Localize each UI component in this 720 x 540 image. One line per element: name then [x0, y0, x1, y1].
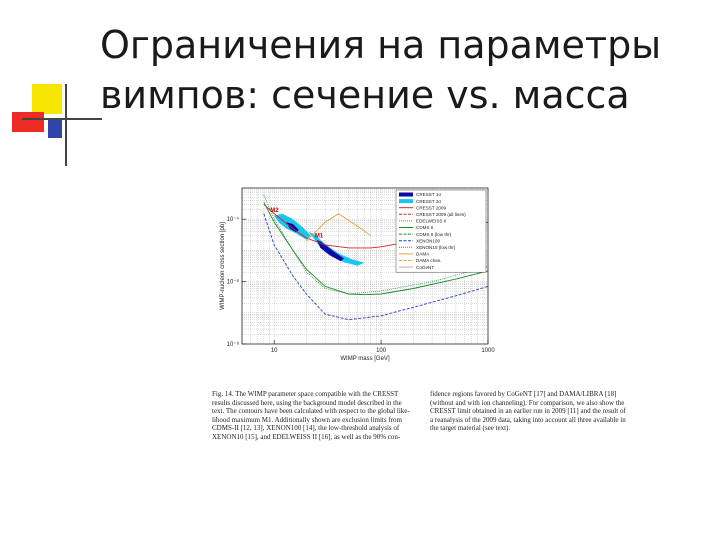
- caption-left-column: Fig. 14. The WIMP parameter space compatible with the CRESST results discussed here, using the background model described in the text. The contours have been calculated with respect to the global like-lihood maximum M1. Additionally shown are exclusion limits from CDMS-II [12, 13], XENON100 [14], the low-threshold analysis of XENON10 [15], and EDELWEISS II [16], as well as the 90% con-: [212, 390, 410, 441]
- slide-title: [100, 20, 700, 120]
- legend-label: EDELWEISS II: [416, 218, 447, 224]
- legend-label: CDMS II (low thr): [416, 231, 452, 237]
- legend-label: CDMS II: [416, 225, 434, 231]
- decor-yellow-square: [32, 84, 62, 114]
- y-tick-label: 10⁻⁴: [226, 217, 239, 224]
- region-label-m2: M2: [270, 208, 279, 215]
- legend-swatch: [399, 193, 413, 197]
- legend-label: CRESST 2009 (all lines): [416, 212, 466, 217]
- legend-label: DAMA: [416, 251, 430, 257]
- legend-label: XENON10 (low thr): [416, 245, 456, 250]
- y-tick-label: 10⁻⁶: [226, 279, 239, 286]
- y-tick-label: 10⁻⁸: [226, 342, 239, 348]
- legend-label: CRESST 2009: [416, 205, 447, 211]
- y-axis-label: WIMP-nucleon cross section [pb]: [220, 222, 226, 310]
- legend-label: CoGeNT: [416, 264, 435, 270]
- legend-label: CRESST 2σ: [416, 198, 442, 204]
- x-axis-label: WIMP mass [GeV]: [340, 356, 390, 362]
- x-tick-label: 1000: [481, 348, 495, 354]
- wimp-exclusion-chart: [200, 178, 500, 388]
- legend-label: XENON100: [416, 238, 441, 244]
- legend-swatch: [399, 199, 413, 203]
- decor-blue-square: [48, 120, 62, 138]
- region-label-m1: M1: [314, 233, 324, 240]
- slide-title-line2: вимпов: сечение vs. масса: [100, 73, 630, 117]
- chart-legend: [396, 190, 486, 272]
- x-tick-label: 10: [270, 348, 278, 354]
- decor-horizontal-line: [22, 118, 102, 120]
- decor-red-square: [12, 112, 44, 132]
- decor-vertical-line: [65, 84, 67, 166]
- legend-label: DAMA chan.: [416, 258, 442, 264]
- legend-label: CRESST 1σ: [416, 192, 442, 198]
- caption-right-column: fidence regions favored by CoGeNT [17] and DAMA/LIBRA [18] (without and with ion channeling). For comparison, we also show the CRESST limit obtained in an earlier run in 2009 [11] and the result of a reanalysis of the 2009 data, taking into account all three available in the target material (see text).: [430, 390, 626, 432]
- x-tick-label: 100: [376, 348, 387, 354]
- slide-title-line1: Ограничения на параметры: [100, 23, 662, 67]
